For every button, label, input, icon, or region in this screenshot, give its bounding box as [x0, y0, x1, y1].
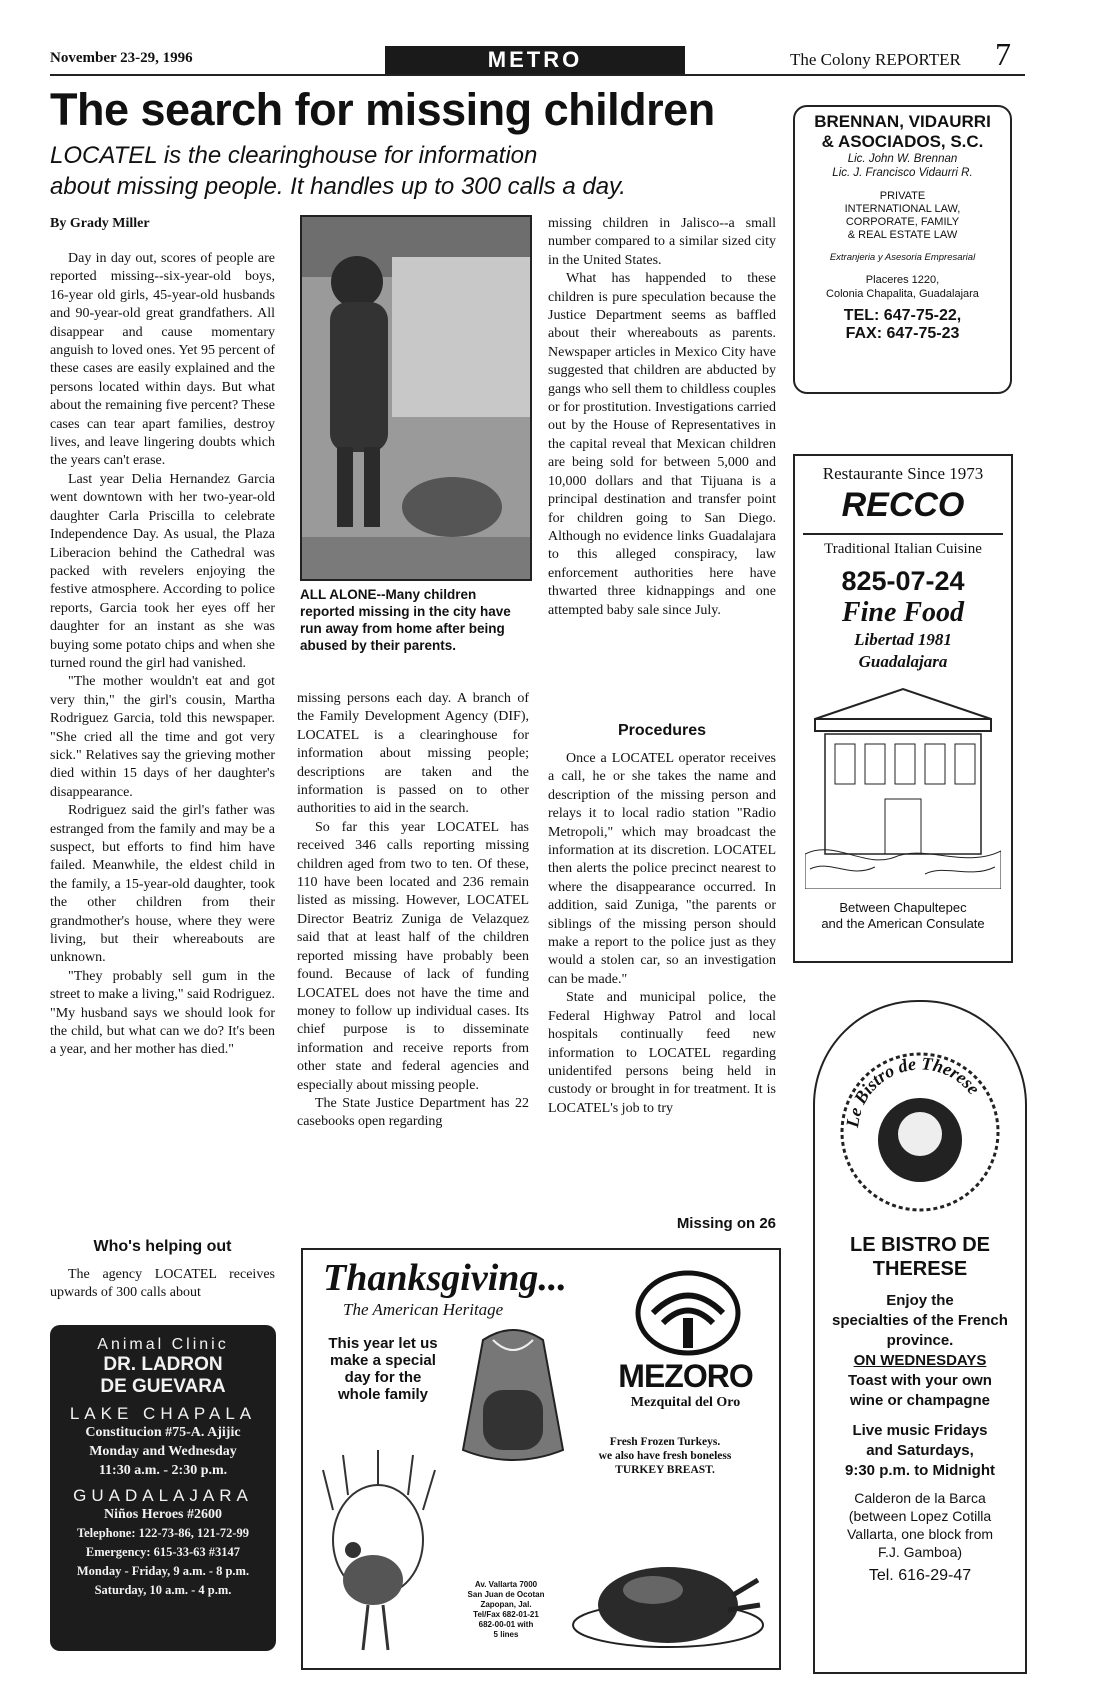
ad-line: Monday and Wednesday: [89, 1444, 237, 1459]
ad-line: GUADALAJARA: [73, 1486, 253, 1505]
deck: [50, 140, 770, 202]
paragraph: State and municipal police, the Federal Highway Patrol and local hospitals continually feed new information to LOCATEL regarding unidentifed persons being held in custody or brought in for treatment. It is LOCATEL's job to try: [548, 990, 776, 1116]
ad-thanksgiving-mezoro: [301, 1248, 781, 1670]
ad-line: Tel/Fax 682-01-21: [473, 1610, 539, 1619]
ad-line: Saturday, 10 a.m. - 4 p.m.: [94, 1583, 232, 1597]
ad-line: Zapopan, Jal.: [480, 1600, 532, 1609]
ad-line: 11:30 a.m. - 2:30 p.m.: [98, 1463, 228, 1478]
paragraph: missing children in Jalisco--a small number compared to a similar sized city in the United States.: [548, 216, 776, 268]
ad-line: FAX: 647-75-23: [845, 325, 960, 342]
photo-caption: ALL ALONE--Many children reported missing in the city have run away from home after being abused by their parents.: [300, 587, 511, 653]
building-illustration: [805, 679, 1001, 889]
paper-name: The Colony REPORTER: [790, 50, 961, 69]
subhead-procedures: Procedures: [617, 722, 707, 739]
ad-subtitle: The American Heritage: [343, 1300, 504, 1319]
ad-line: Constitucion #75-A. Ajijic: [85, 1425, 241, 1440]
ad-line: Toast with your own: [848, 1372, 992, 1389]
ad-address: [451, 1580, 561, 1640]
ad-rule: [803, 533, 1003, 535]
ad-line: TURKEY BREAST.: [615, 1464, 715, 1476]
ad-line: Guadalajara: [858, 652, 948, 671]
photo-image: [302, 217, 530, 579]
ad-line: 9:30 p.m. to Midnight: [845, 1462, 995, 1479]
roast-turkey-icon: [568, 1550, 768, 1660]
ad-text: This year let us make a special day for the whole family: [328, 1335, 438, 1403]
ad-line: Calderon de la Barca: [854, 1490, 986, 1506]
article-column-1-continued: [50, 1266, 275, 1303]
ad-line: specialties of the French: [832, 1312, 1008, 1329]
ad-brand-subtitle: Mezquital del Oro: [630, 1395, 741, 1410]
ad-recco-restaurant: [793, 454, 1013, 963]
ad-line: Fresh Frozen Turkeys.: [609, 1436, 721, 1448]
article-column-3: [548, 215, 776, 620]
ad-line: Fine Food: [841, 597, 965, 628]
article-column-1: [50, 250, 275, 1060]
ad-phone: Tel. 616-29-47: [868, 1567, 972, 1584]
paragraph: Rodriguez said the girl's father was estranged from the family and may be a suspect, but efforts to find him have failed. Meanwhile, the eldest child in the family, a 15-year-old daughter, took the other children from their grandmother's house, where they were living, but their whereabouts are unknown.: [50, 803, 275, 966]
turkey-package-icon: [453, 1320, 573, 1470]
ad-title: Thanksgiving...: [323, 1257, 567, 1299]
paragraph: The agency LOCATEL receives upwards of 300 calls about: [50, 1267, 275, 1301]
paragraph: Once a LOCATEL operator receives a call, he or she takes the name and description of the missing person and relays it to local radio station "Radio Metropoli," which may broadcast the information at its discretion. LOCATEL then alerts the police precinct nearest to where the disappearance occurred. In addition, said Zuniga, "the parents or siblings of the missing person should make a report to the police just as they would a stolen car, so an investigation can be made.": [548, 751, 776, 987]
paragraph: Day in day out, scores of people are reported missing--six-year-old boys, 16-year old girls, 45-year-old husbands and 90-year-old great grandfathers. All disappear and cause momentary anguish to loved ones. Yet 95 percent of these cases are easily explained and the persons located within days. But what about the remaining five percent? These cases can tear apart families, destroy lives, and leave lingering doubts which the years can't erase.: [50, 251, 275, 469]
paragraph: missing persons each day. A branch of the Family Development Agency (DIF), LOCATEL is a clearinghouse for information about missing people; descriptions are taken and the information is passed on to other authorities to aid in the search.: [297, 691, 529, 817]
paragraph: What has happended to these children is pure speculation because the Justice Department seems as baffled about their whereabouts as parents. Newspaper articles in Mexico City have suggested that children are abducted by gangs who sell them to childless couples or for prostitution. Investigations carried out by the House of Representatives in the capital reveal that Mexican children are being sold for between 5,000 and 10,000 dollars and that Tijuana is a principal destination and transfer point for children going to San Diego. Although no evidence links Guadalajara to this alleged conspiracy, law enforcement authorities here have thwarted three kidnappings and one attempted baby sale since July.: [548, 271, 776, 618]
ad-line: Animal Clinic: [97, 1336, 229, 1353]
ad-line: 5 lines: [493, 1630, 519, 1639]
ad-line: LAKE CHAPALA: [69, 1404, 257, 1423]
ad-line: F.J. Gamboa): [877, 1544, 963, 1560]
issue-date: November 23-29, 1996: [50, 50, 193, 66]
masthead-rule: [50, 74, 1025, 76]
ad-line: and Saturdays,: [866, 1442, 974, 1459]
ad-line: INTERNATIONAL LAW,: [844, 203, 961, 215]
paragraph: Last year Delia Hernandez Garcia went downtown with her two-year-old daughter Carla Priscilla to celebrate Independence Day. As usual, the Plaza Liberacion behind the Cathedral was packed with revelers enjoying the festive atmosphere. According to police reports, Garcia took her eyes off her daughter for an instant as she was buying some potato chips and when she turned round the girl had vanished.: [50, 471, 275, 671]
page-number: 7: [995, 36, 1011, 72]
ad-line: Vallarta, one block from: [846, 1526, 994, 1542]
ad-line: San Juan de Ocotan: [467, 1590, 545, 1599]
ad-line: (between Lopez Cotilla: [848, 1508, 992, 1524]
ad-line: Between Chapultepec: [839, 900, 967, 915]
deck-line-2: about missing people. It handles up to 300 calls a day.: [50, 173, 626, 200]
section-label: METRO: [385, 46, 685, 74]
article-column-3-continued: [548, 750, 776, 1118]
ad-brennan-vidaurri: [793, 105, 1012, 394]
ad-line: & REAL ESTATE LAW: [847, 229, 958, 241]
ad-line: Enjoy the: [886, 1292, 954, 1309]
ad-animal-clinic: [50, 1325, 276, 1651]
mezoro-logo-icon: [633, 1268, 743, 1358]
paragraph: So far this year LOCATEL has received 346 calls reporting missing children aged from two to ten. Of these, 110 have been located and 236 remain listed as missing. However, LOCATEL Director Beatriz Zuniga de Velazquez said that at least half of the children reported missing have probably been found. Because of lack of funding LOCATEL does not have the time and money to follow up individual cases. Its chief purpose is to disseminate information and receive reports from other state and federal agencies and especially about missing people.: [297, 819, 529, 1093]
ad-line: Niños Heroes #2600: [104, 1507, 222, 1522]
ad-line: we also have fresh boneless: [598, 1450, 732, 1462]
ad-line: CORPORATE, FAMILY: [845, 216, 960, 228]
paragraph: "They probably sell gum in the street to make a living," said Rodriguez. "My husband says we should look for the child, but what can we do? It's been a year, and her mother has died.": [50, 968, 275, 1058]
svg-text:RECCO: RECCO: [841, 488, 965, 520]
ad-line: PRIVATE: [879, 190, 926, 202]
ad-line: wine or champagne: [849, 1392, 991, 1409]
ad-line: Emergency: 615-33-63 #3147: [85, 1545, 241, 1559]
article-column-2: [297, 690, 529, 1132]
ad-line: BRENNAN, VIDAURRI: [814, 112, 991, 131]
deck-line-1: LOCATEL is the clearinghouse for information: [50, 142, 538, 169]
ad-line: LE BISTRO DE: [849, 1234, 990, 1256]
subhead-who-helping: Who's helping out: [93, 1238, 232, 1255]
ad-line: Av. Vallarta 7000: [474, 1580, 538, 1589]
ad-le-bistro-therese: [813, 1000, 1027, 1674]
ad-line: 682-00-01 with: [478, 1620, 534, 1629]
ad-offer: [565, 1435, 765, 1477]
ad-line: Extranjeria y Asesoria Empresarial: [829, 252, 976, 263]
ad-line: DE GUEVARA: [100, 1376, 226, 1397]
ad-line: THERESE: [872, 1258, 968, 1280]
ad-line: Telephone: 122-73-86, 121-72-99: [76, 1526, 250, 1540]
paragraph: "The mother wouldn't eat and got very thin," the girl's cousin, Martha Rodriguez Garcia, told this newspaper. "She cried all the time and got very sick." Relatives say the grieving mother died within 15 days of her daughter's disappearance.: [50, 674, 275, 800]
ad-line: Colonia Chapalita, Guadalajara: [826, 288, 979, 300]
ad-line: Traditional Italian Cuisine: [824, 541, 982, 557]
ad-line: Lic. John W. Brennan: [847, 153, 958, 165]
ad-line: DR. LADRON: [103, 1354, 223, 1375]
ad-line: Placeres 1220,: [865, 274, 940, 286]
ad-line: ON WEDNESDAYS: [853, 1352, 987, 1369]
recco-logo: [803, 488, 1003, 520]
jump-line: Missing on 26: [676, 1215, 776, 1232]
ad-line: Lic. J. Francisco Vidaurri R.: [832, 167, 973, 179]
byline: By Grady Miller: [50, 216, 150, 231]
paragraph: The State Justice Department has 22 casebooks open regarding: [297, 1095, 529, 1130]
svg-text:Le Bistro de Therese: Le Bistro de Therese: [841, 1053, 984, 1129]
ad-line: Libertad 1981: [854, 630, 952, 649]
ad-line: Live music Fridays: [852, 1422, 988, 1439]
ad-line: and the American Consulate: [821, 916, 985, 931]
turkey-bird-icon: [313, 1450, 443, 1660]
ad-line: province.: [886, 1332, 954, 1349]
ad-brand: MEZORO: [618, 1358, 753, 1394]
bistro-logo: [828, 1022, 1013, 1222]
photo-child: [300, 215, 532, 581]
ad-line: Restaurante Since 1973: [822, 464, 984, 483]
headline: The search for missing children: [50, 84, 715, 135]
ad-phone: 825-07-24: [841, 566, 965, 596]
ad-line: Monday - Friday, 9 a.m. - 8 p.m.: [76, 1564, 250, 1578]
ad-line: TEL: 647-75-22,: [843, 307, 962, 324]
ad-line: & ASOCIADOS, S.C.: [821, 132, 984, 151]
